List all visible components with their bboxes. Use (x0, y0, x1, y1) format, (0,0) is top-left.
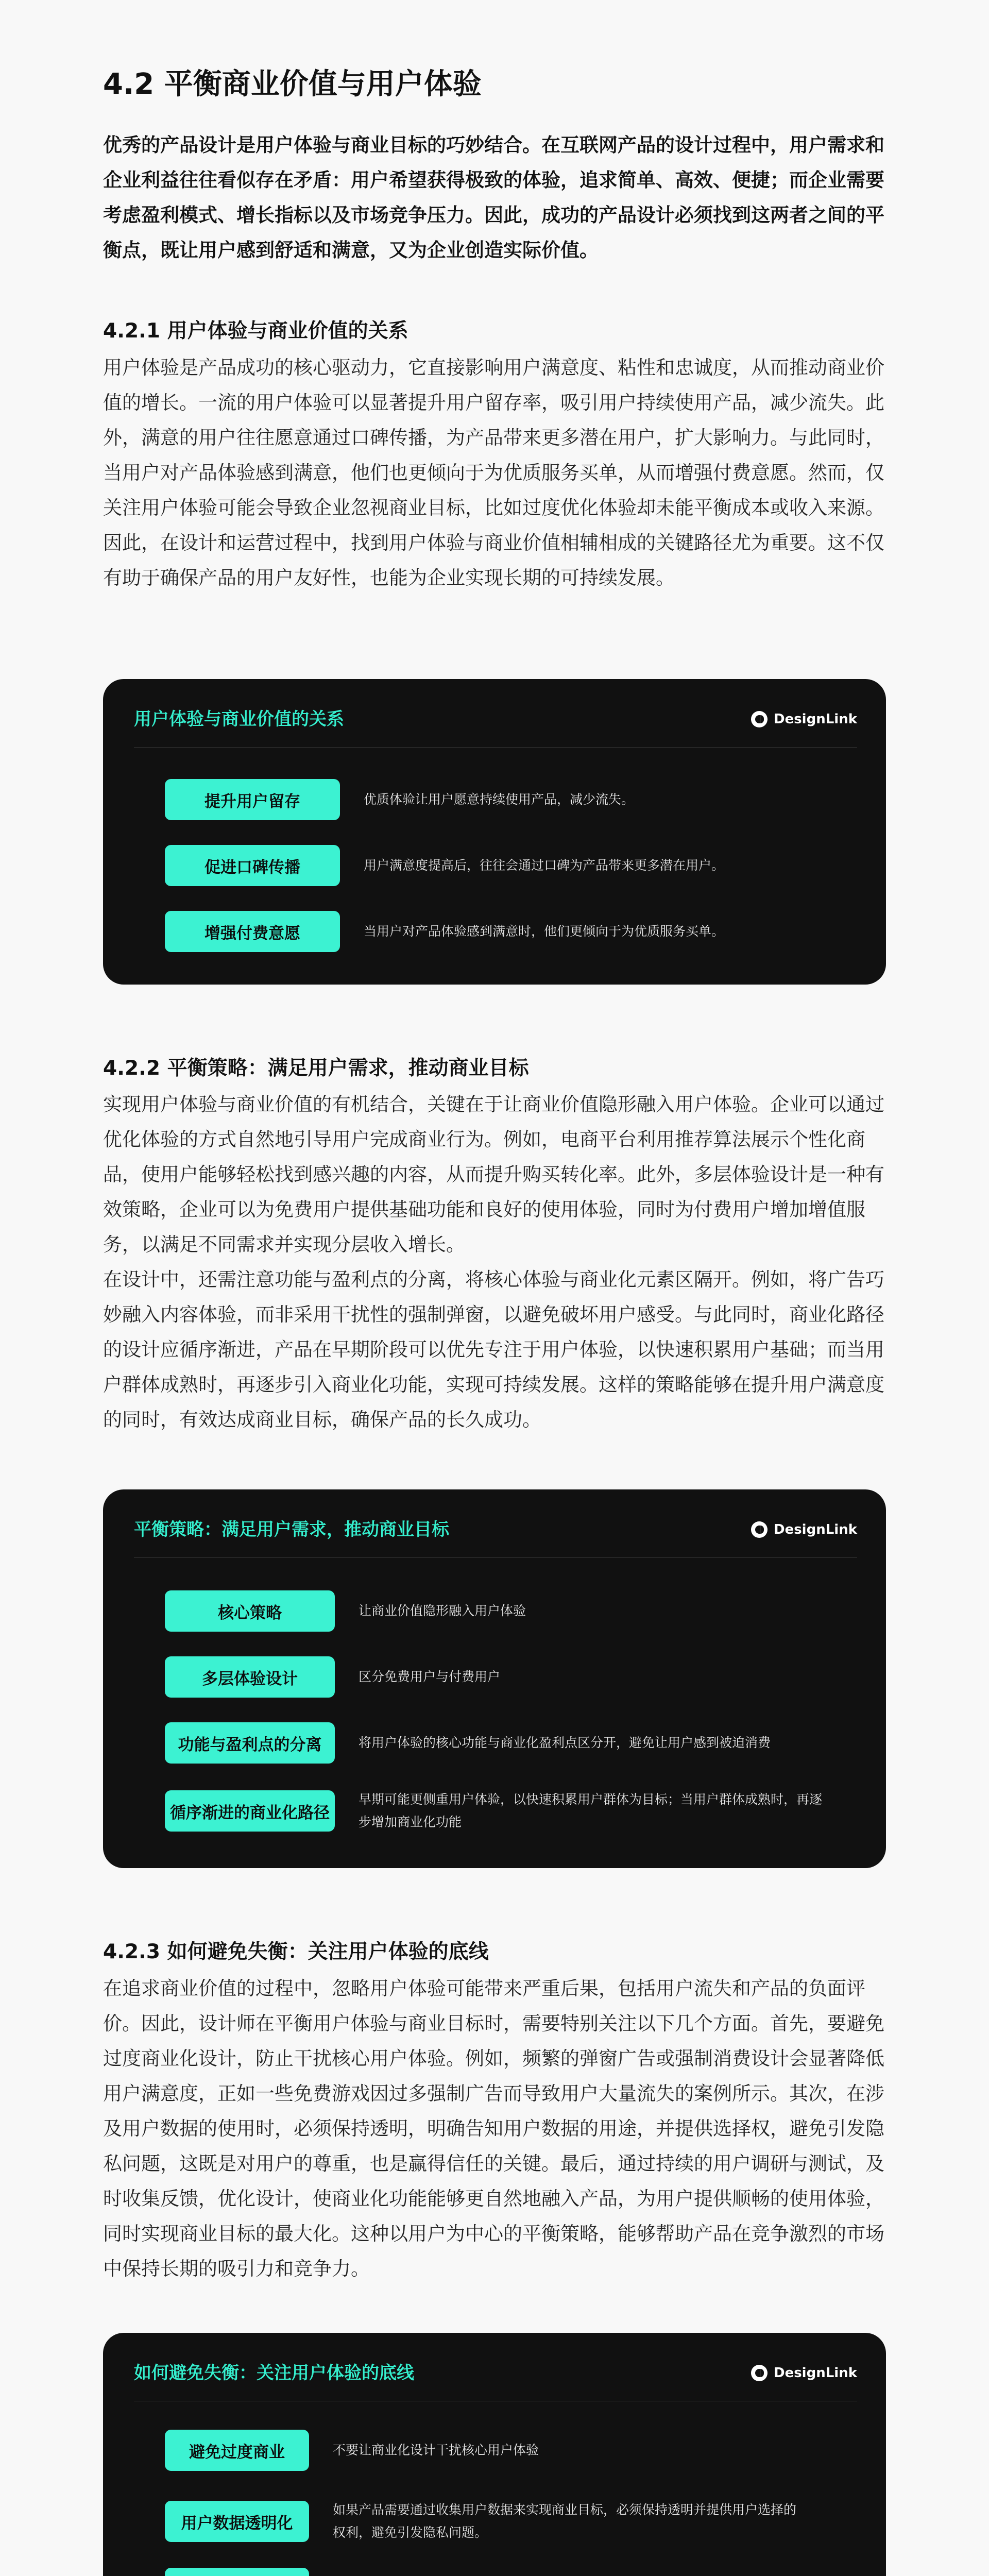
card-row-label: 增强付费意愿 (165, 911, 340, 952)
section-heading-4-2-1: 4.2.1 用户体验与商业价值的关系 (103, 319, 408, 343)
intro-paragraph: 优秀的产品设计是用户体验与商业目标的巧妙结合。在互联网产品的设计过程中，用户需求和企业利益往往看似存在矛盾：用户希望获得极致的体验，追求简单、高效、便捷；而企业需要考虑盈利模式、增长指标以及市场竞争压力。因此，成功的产品设计必须找到这两者之间的平衡点，既让用户感到舒适和满意，又为企业创造实际价值。 (103, 134, 884, 261)
brand-name: DesignLink (773, 711, 857, 727)
card-row (165, 2430, 796, 2471)
section-heading-4-2-3: 4.2.3 如何避免失衡：关注用户体验的底线 (103, 1940, 489, 1963)
brand-mark (751, 709, 857, 730)
card-row (165, 1722, 822, 1764)
designlink-logo-icon (751, 1521, 768, 1538)
card-balance-strategy (103, 1489, 886, 1868)
section-body-4-2-1 (103, 350, 886, 596)
card-title: 如何避免失衡：关注用户体验的底线 (134, 2363, 414, 2383)
card-row-desc: 不要让商业化设计干扰核心用户体验 (333, 2443, 539, 2458)
section-paragraph: 在追求商业价值的过程中，忽略用户体验可能带来严重后果，包括用户流失和产品的负面评价。因此，设计师在平衡用户体验与商业目标时，需要特别关注以下几个方面。首先，要避免过度商业化设计，防止干扰核心用户体验。例如，频繁的弹窗广告或强制消费设计会显著降低用户满意度，正如一些免费游戏因过多强制广告而导致用户大量流失的案例所示。其次，在涉及用户数据的使用时，必须保持透明，明确告知用户数据的用途，并提供选择权，避免引发隐私问题，这既是对用户的尊重，也是赢得信任的关键。最后，通过持续的用户调研与测试，及时收集反馈，优化设计，使商业化功能能够更自然地融入产品，为用户提供顺畅的使用体验，同时实现商业目标的最大化。这种以用户为中心的平衡策略，能够帮助产品在竞争激烈的市场中保持长期的吸引力和竞争力。 (103, 1977, 884, 2280)
brand-name: DesignLink (773, 2365, 857, 2381)
card-row (165, 779, 827, 820)
brand-name: DesignLink (773, 1522, 857, 1537)
card-row-label: 提升用户留存 (165, 779, 340, 820)
card-row-desc: 优质体验让用户愿意持续使用产品，减少流失。 (364, 792, 635, 807)
card-ux-business-relation (103, 679, 886, 985)
card-avoid-imbalance (103, 2333, 886, 2576)
card-row (165, 1656, 822, 1698)
card-row-label: 促进口碑传播 (165, 845, 340, 886)
card-row (165, 911, 827, 952)
card-row (165, 2499, 796, 2544)
section-heading-4-2-2: 4.2.2 平衡策略：满足用户需求，推动商业目标 (103, 1057, 529, 1080)
section-body-4-2-2 (103, 1087, 886, 1437)
card-row-desc: 当用户对产品体验感到满意时，他们更倾向于为优质服务买单。 (364, 924, 725, 939)
card-row-label: 功能与盈利点的分离 (165, 1722, 335, 1764)
card-row-label: 用户数据透明化 (165, 2501, 309, 2542)
page-title: 4.2 平衡商业价值与用户体验 (103, 67, 482, 101)
card-divider (134, 1557, 857, 1558)
brand-mark (751, 2363, 857, 2383)
designlink-logo-icon (751, 711, 768, 727)
card-row-label: 核心策略 (165, 1590, 335, 1632)
card-title: 用户体验与商业价值的关系 (134, 709, 344, 730)
card-row (165, 1788, 822, 1834)
section-body-4-2-3 (103, 1971, 886, 2286)
card-row-desc: 如果产品需要通过收集用户数据来实现商业目标，必须保持透明并提供用户选择的权利，避免引发隐私问题。 (333, 2502, 797, 2540)
card-row-label: 避免过度商业 (165, 2430, 309, 2471)
card-row-label: 多层体验设计 (165, 1656, 335, 1698)
card-row (165, 2568, 796, 2576)
brand-mark (751, 1519, 857, 1540)
card-row (165, 1590, 822, 1632)
card-row-desc: 用户满意度提高后，往往会通过口碑为产品带来更多潜在用户。 (364, 858, 725, 873)
section-paragraph: 在设计中，还需注意功能与盈利点的分离，将核心体验与商业化元素区隔开。例如，将广告巧妙融入内容体验，而非采用干扰性的强制弹窗，以避免破坏用户感受。与此同时，商业化路径的设计应循序渐进，产品在早期阶段可以优先专注于用户体验，以快速积累用户基础；而当用户群体成熟时，再逐步引入商业化功能，实现可持续发展。这样的策略能够在提升用户满意度的同时，有效达成商业目标，确保产品的长久成功。 (103, 1268, 884, 1431)
card-divider (134, 747, 857, 748)
card-title: 平衡策略：满足用户需求，推动商业目标 (134, 1519, 449, 1540)
card-row-label (165, 2568, 309, 2576)
section-paragraph: 实现用户体验与商业价值的有机结合，关键在于让商业价值隐形融入用户体验。企业可以通过优化体验的方式自然地引导用户完成商业行为。例如，电商平台利用推荐算法展示个性化商品，使用户能够轻松找到感兴趣的内容，从而提升购买转化率。此外，多层体验设计是一种有效策略，企业可以为免费用户提供基础功能和良好的使用体验，同时为付费用户增加增值服务，以满足不同需求并实现分层收入增长。 (103, 1093, 884, 1256)
card-row-desc: 区分免费用户与付费用户 (359, 1669, 501, 1684)
card-row (165, 845, 827, 886)
designlink-logo-icon (751, 2365, 768, 2381)
section-paragraph: 用户体验是产品成功的核心驱动力，它直接影响用户满意度、粘性和忠诚度，从而推动商业价值的增长。一流的用户体验可以显著提升用户留存率，吸引用户持续使用产品，减少流失。此外，满意的用户往往愿意通过口碑传播，为产品带来更多潜在用户，扩大影响力。与此同时，当用户对产品体验感到满意，他们也更倾向于为优质服务买单，从而增强付费意愿。然而，仅关注用户体验可能会导致企业忽视商业目标，比如过度优化体验却未能平衡成本或收入来源。因此，在设计和运营过程中，找到用户体验与商业价值相辅相成的关键路径尤为重要。这不仅有助于确保产品的用户友好性，也能为企业实现长期的可持续发展。 (103, 357, 884, 589)
card-row-desc: 早期可能更侧重用户体验，以快速积累用户群体为目标；当用户群体成熟时，再逐步增加商业化功能 (359, 1792, 823, 1829)
card-row-desc: 让商业价值隐形融入用户体验 (359, 1603, 526, 1618)
card-row-label: 循序渐进的商业化路径 (165, 1790, 335, 1832)
card-row-desc: 将用户体验的核心功能与商业化盈利点区分开，避免让用户感到被迫消费 (359, 1735, 771, 1750)
